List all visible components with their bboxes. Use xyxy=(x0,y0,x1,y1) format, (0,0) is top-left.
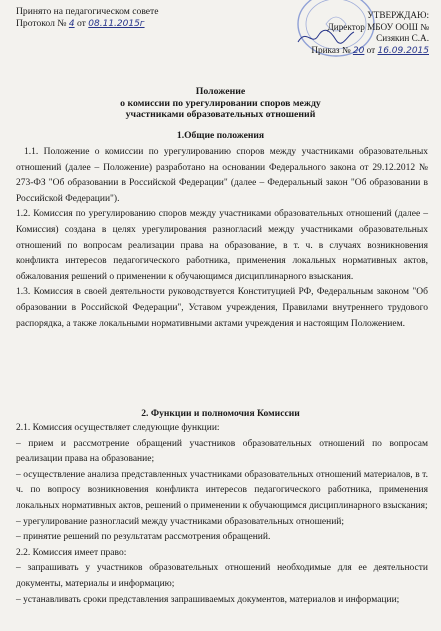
paragraph-2-2-a: – запрашивать у участников образовательных отношений необходимые для ее деятельности документы, материалы и информацию; xyxy=(16,563,428,589)
section-1-heading: 1.Общие положения xyxy=(176,130,265,141)
paragraph-2-1: 2.1. Комиссия осуществляет следующие функции: xyxy=(16,423,220,433)
signature-icon xyxy=(296,26,356,48)
paragraph-2-1-a: – прием и рассмотрение обращений участников образовательных отношений по вопросам реализации права на образование; xyxy=(16,438,428,465)
title-line-1: Положение xyxy=(195,86,246,97)
section-2-heading: 2. Функции и полномочия Комиссии xyxy=(141,408,300,419)
paragraph-2-1-d: – принятие решений по результатам рассмотрения обращений. xyxy=(16,532,271,543)
director-line: Директор МБОУ ООШ № xyxy=(327,21,429,32)
section-2-body xyxy=(16,421,428,608)
adoption-note xyxy=(16,6,159,30)
order-date: 16.09.2015 xyxy=(377,45,429,56)
paragraph-1-1: 1.1. Положение о комиссии по урегулированию споров между участниками образовательных отношений (далее – Положение) разработано на основании Федерального закона от 29.12.2012 № 273-ФЗ "Об образовании в Российской Федерации" (далее – Федеральный закон "Об образовании в Российской Федерации"). xyxy=(16,147,428,204)
paragraph-1-2: 1.2. Комиссия по урегулированию споров между участниками образовательных отношений (далее – Комиссия) создана в целях урегулирования разногласий между участниками образовательных отношений по вопросам реализации права на образование, в т. ч. в случаях возникновения конфликта интересов педагогического работника, применения локальных нормативных актов, обжалования решений о применении к обучающимся дисциплинарного взыскания. xyxy=(16,209,428,282)
protocol-number: 4 xyxy=(68,18,75,29)
adoption-line: Принято на педагогическом совете xyxy=(16,6,159,17)
protocol-label: Протокол № xyxy=(16,17,67,29)
title-line-3: участниками образовательных отношений xyxy=(125,109,316,121)
paragraph-2-1-b: – осуществление анализа представленных участниками образовательных отношений материалов, в т. ч. по вопросу возникновения конфликта интересов педагогического работника, применения локальных нормативных актов, решений о применении к обучающимся дисциплинарного взыскания; xyxy=(16,469,428,511)
paragraph-1-3: 1.3. Комиссия в своей деятельности руководствуется Конституцией РФ, Федеральным законом "Об образовании в Российской Федерации", Уставом учреждения, Правилами внутреннего трудового распорядка, а также локальными нормативными актами учреждения и настоящим Положением. xyxy=(16,287,428,329)
protocol-line xyxy=(16,18,159,31)
document-title xyxy=(0,86,441,121)
section-1-body xyxy=(16,145,428,332)
director-name: Сизякин С.А. xyxy=(376,33,429,44)
paragraph-2-1-c: – урегулирование разногласий между участниками образовательных отношений; xyxy=(16,516,345,527)
protocol-date-label: от xyxy=(77,17,86,29)
protocol-date: 08.11.2015г xyxy=(88,18,145,29)
title-line-2: о комиссии по урегулировании споров между xyxy=(120,97,321,109)
order-label: Приказ № xyxy=(311,44,351,55)
order-number: 20 xyxy=(352,45,365,56)
paragraph-2-2: 2.2. Комиссия имеет право: xyxy=(16,547,127,558)
order-date-label: от xyxy=(366,44,376,55)
approval-title: УТВЕРЖДАЮ: xyxy=(367,10,429,20)
paragraph-2-2-b: – устанавливать сроки представления запрашиваемых документов, материалов и информации; xyxy=(16,594,400,605)
